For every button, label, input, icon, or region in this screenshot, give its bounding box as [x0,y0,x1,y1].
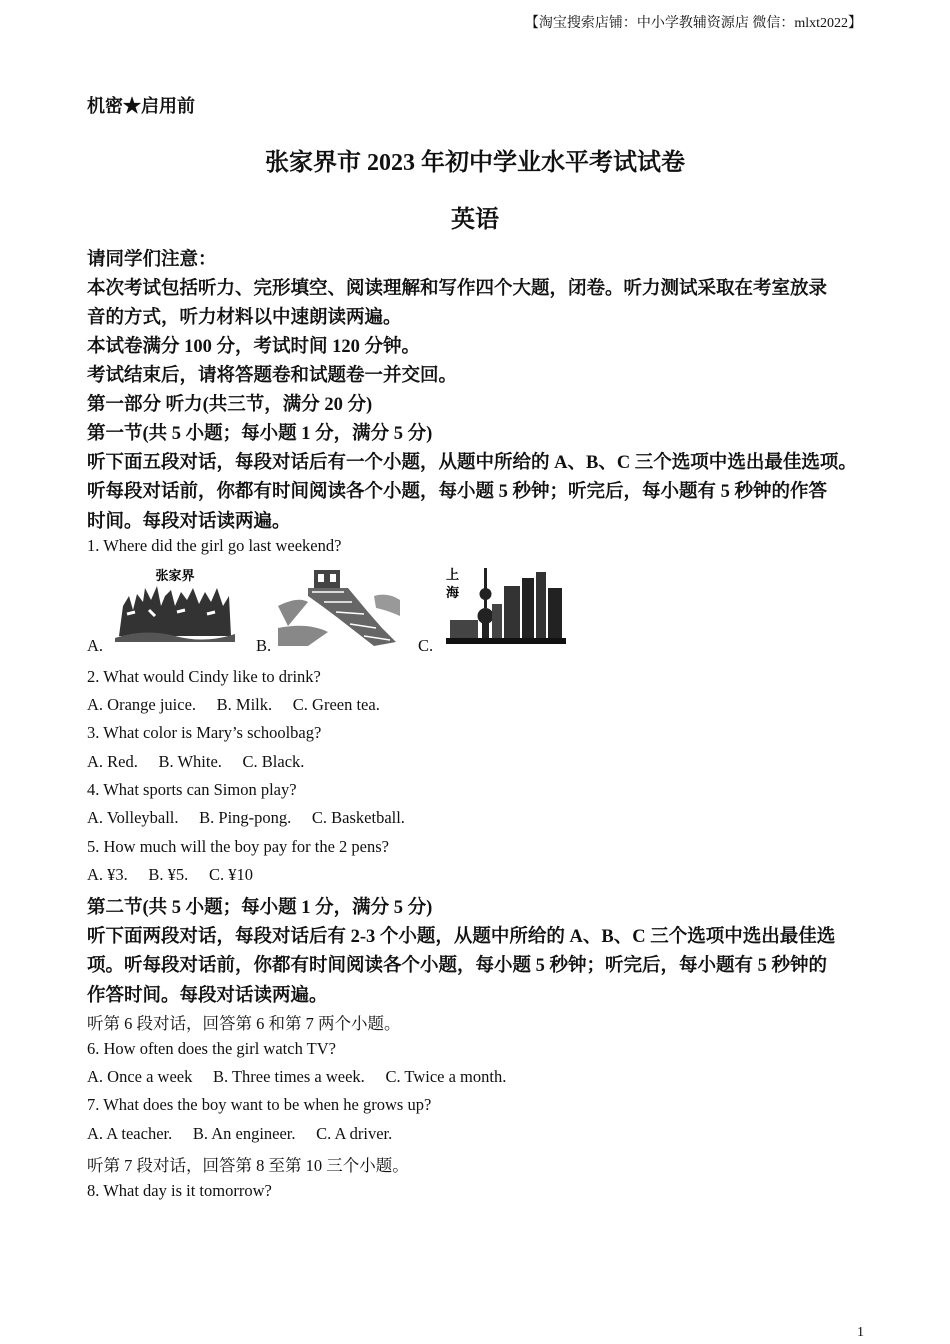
section1-instruction: 听每段对话前，你都有时间阅读各个小题，每小题 5 秒钟；听完后，每小题有 5 秒钟的作答 [87,482,828,502]
q1-option-c-label: C. [418,636,434,655]
q3-option-a: A. Red. [87,752,138,771]
section1-instruction: 时间。每段对话读两遍。 [87,512,291,532]
zhangjiajie-mountain-picture [115,566,235,644]
question-3: 3. What color is Mary’s schoolbag? [87,723,322,742]
q2-option-c: C. Green tea. [292,695,380,714]
notice-line: 本试卷满分 100 分，考试时间 120 分钟。 [87,337,421,357]
q4-option-a: A. Volleyball. [87,808,179,827]
q1-option-b-label: B. [256,636,272,655]
dialog-6-note: 听第 6 段对话，回答第 6 和第 7 两个小题。 [87,1014,401,1033]
section2-instruction: 项。听每段对话前，你都有时间阅读各个小题，每小题 5 秒钟；听完后，每小题有 5 秒钟的 [87,956,828,976]
picture-caption: 海 [446,586,460,601]
q4-options [87,808,405,828]
notice-line: 音的方式，听力材料以中速朗读两遍。 [87,308,402,328]
q7-option-a: A. A teacher. [87,1124,173,1143]
section1-instruction: 听下面五段对话，每段对话后有一个小题，从题中所给的 A、B、C 三个选项中选出最佳选项。 [87,453,857,473]
q5-options [87,865,253,885]
q6-option-b: B. Three times a week. [213,1067,365,1086]
q6-option-a: A. Once a week [87,1067,193,1086]
q3-options [87,752,304,772]
q1-option-a-label: A. [87,636,104,655]
q5-option-b: B. ¥5. [148,865,189,884]
q5-option-c: C. ¥10 [208,865,253,884]
q7-option-b: B. An engineer. [192,1124,296,1143]
q2-option-a: A. Orange juice. [87,695,197,714]
question-6: 6. How often does the girl watch TV? [87,1039,336,1058]
q7-option-c: C. A driver. [316,1124,393,1143]
part1-heading: 第一部分 听力(共三节，满分 20 分) [87,395,373,415]
q4-option-b: B. Ping-pong. [199,808,292,827]
great-wall-picture [278,566,400,648]
notice-heading: 请同学们注意： [87,250,217,270]
q6-option-c: C. Twice a month. [385,1067,507,1086]
notice-line: 本次考试包括听力、完形填空、阅读理解和写作四个大题，闭卷。听力测试采取在考室放录 [87,279,828,299]
q7-options [87,1124,392,1144]
q3-option-b: B. White. [158,752,222,771]
section2-instruction: 作答时间。每段对话读两遍。 [87,986,328,1006]
q4-option-c: C. Basketball. [311,808,405,827]
dialog-7-note: 听第 7 段对话，回答第 8 至第 10 三个小题。 [87,1156,409,1175]
secret-label: 机密★启用前 [87,96,195,116]
section2-heading: 第二节(共 5 小题；每小题 1 分，满分 5 分) [87,898,433,918]
question-1: 1. Where did the girl go last weekend? [87,536,342,555]
q5-option-a: A. ¥3. [87,865,128,884]
picture-caption: 上 [446,568,460,583]
exam-subject: 英语 [451,207,499,233]
question-4: 4. What sports can Simon play? [87,780,297,799]
exam-title: 张家界市 2023 年初中学业水平考试试卷 [265,150,685,176]
q2-option-b: B. Milk. [216,695,273,714]
question-8: 8. What day is it tomorrow? [87,1181,272,1200]
header-note: 【淘宝搜索店铺：中小学教辅资源店 微信：mlxt2022】 [524,16,862,31]
picture-caption: 张家界 [155,569,195,584]
shanghai-skyline-picture [444,564,568,646]
question-5: 5. How much will the boy pay for the 2 pens? [87,837,389,856]
q3-option-c: C. Black. [242,752,305,771]
notice-line: 考试结束后，请将答题卷和试题卷一并交回。 [87,366,458,386]
page-number: 1 [857,1325,864,1340]
q2-options [87,695,380,715]
q6-options [87,1067,506,1087]
section2-instruction: 听下面两段对话，每段对话后有 2-3 个小题，从题中所给的 A、B、C 三个选项中选出最佳选 [87,927,836,947]
question-2: 2. What would Cindy like to drink? [87,667,321,686]
question-7: 7. What does the boy want to be when he grows up? [87,1095,432,1114]
section1-heading: 第一节(共 5 小题；每小题 1 分，满分 5 分) [87,424,433,444]
